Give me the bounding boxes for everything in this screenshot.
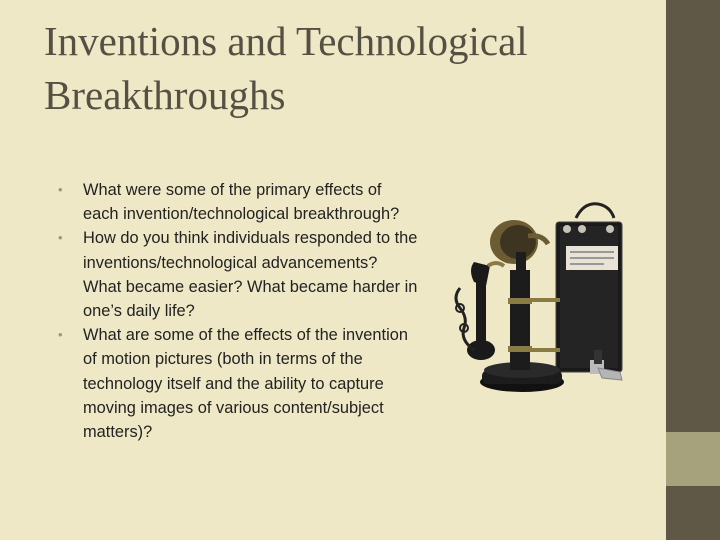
bullet-item — [58, 178, 418, 226]
slide-title — [44, 14, 644, 122]
bullet-item — [58, 323, 418, 444]
sidebar-accent-block — [666, 432, 720, 486]
bullet-icon: • — [58, 182, 63, 197]
bullet-text: How do you think individuals responded to the inventions/technological advancements? What became easier? What became harder in one’s daily life? — [83, 229, 418, 321]
candlestick-telephone — [456, 220, 564, 392]
bullet-icon: • — [58, 327, 63, 343]
bullet-item — [58, 226, 418, 323]
title-line-2: Breakthroughs — [44, 72, 286, 118]
telephone-photo — [438, 200, 638, 410]
bullet-icon: • — [58, 230, 63, 246]
bullet-list — [58, 178, 418, 444]
bullet-text: What are some of the effects of the invention of motion pictures (both in terms of the technology itself and the ability to capture moving images of various content/subject matters)? — [83, 326, 408, 442]
bullet-text: What were some of the primary effects of each invention/technological breakthrough? — [83, 181, 400, 224]
wall-box — [556, 204, 622, 380]
title-line-1: Inventions and Technological — [44, 18, 528, 64]
